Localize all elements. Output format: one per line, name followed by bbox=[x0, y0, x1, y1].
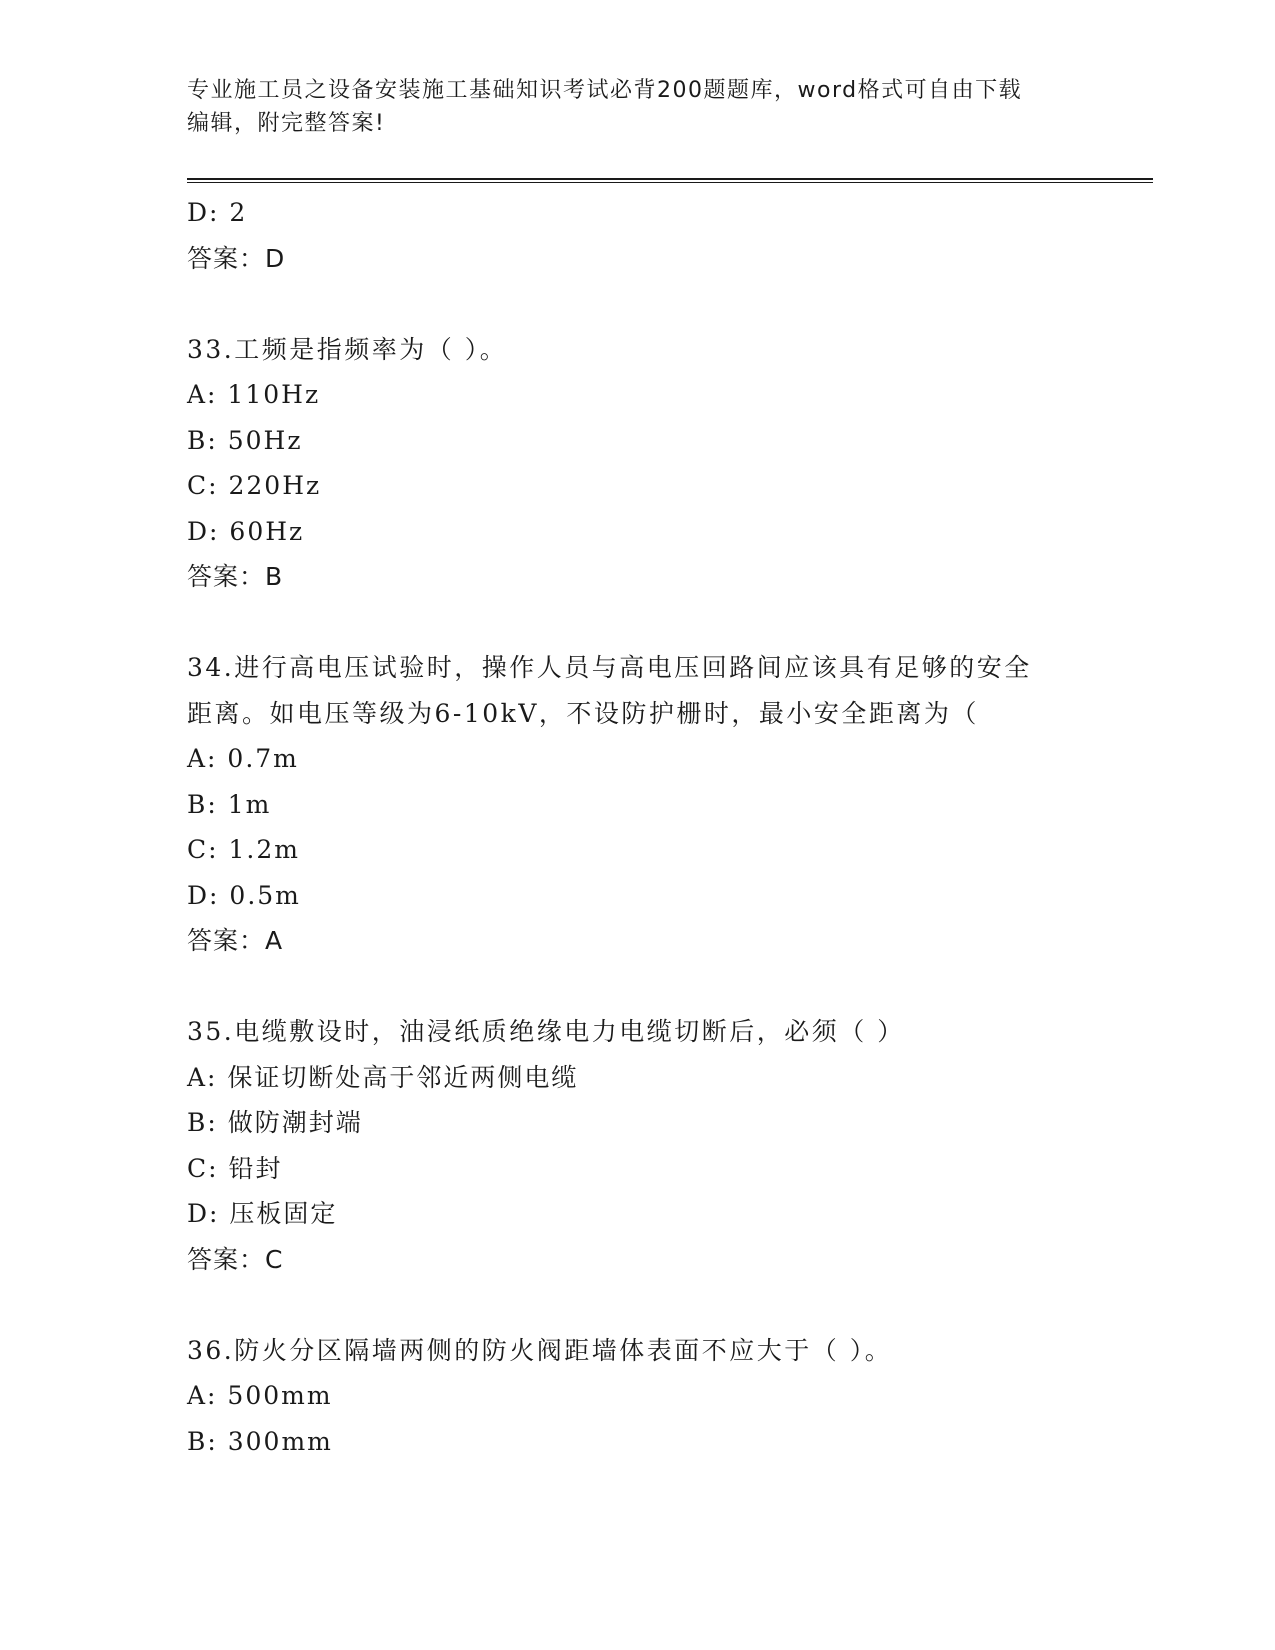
question-stem: 33.工频是指频率为（ ）。 bbox=[187, 334, 508, 364]
spacer bbox=[187, 964, 1087, 1010]
question-stem: 36.防火分区隔墙两侧的防火阀距墙体表面不应大于（ ）。 bbox=[187, 1335, 893, 1365]
option-a: A: 保证切断处高于邻近两侧电缆 bbox=[187, 1062, 579, 1092]
document-body bbox=[187, 190, 1087, 1464]
question-stem-line-2: 距离。如电压等级为6-10kV，不设防护栅时，最小安全距离为（ bbox=[187, 698, 979, 728]
spacer bbox=[187, 1282, 1087, 1328]
spacer bbox=[187, 600, 1087, 646]
option-b: B: 300mm bbox=[187, 1426, 333, 1456]
header-line-2: 编辑，附完整答案! bbox=[187, 111, 386, 136]
option-a: A: 0.7m bbox=[187, 744, 299, 773]
option-a: A: 500mm bbox=[187, 1381, 333, 1410]
question-stem-line-1: 34.进行高电压试验时，操作人员与高电压回路间应该具有足够的安全 bbox=[187, 653, 1032, 682]
option-c: C: 220Hz bbox=[187, 471, 322, 500]
option-d: D: 压板固定 bbox=[187, 1199, 338, 1228]
option-c: C: 1.2m bbox=[187, 835, 300, 864]
option-a: A: 110Hz bbox=[187, 380, 321, 409]
answer-line: 答案：A bbox=[187, 926, 284, 955]
option-b: B: 1m bbox=[187, 789, 272, 819]
answer-line: 答案：D bbox=[187, 243, 286, 273]
option-c: C: 铅封 bbox=[187, 1153, 283, 1183]
answer-line: 答案：B bbox=[187, 562, 284, 591]
option-d: D: 60Hz bbox=[187, 516, 305, 546]
option-b: B: 50Hz bbox=[187, 425, 303, 455]
question-stem: 35.电缆敷设时，油浸纸质绝缘电力电缆切断后，必须（ ） bbox=[187, 1017, 905, 1046]
option-d: D: 0.5m bbox=[187, 880, 301, 910]
spacer bbox=[187, 281, 1087, 327]
page-header bbox=[187, 74, 1067, 140]
answer-line: 答案：C bbox=[187, 1244, 284, 1274]
header-line-1: 专业施工员之设备安装施工基础知识考试必背200题题库，word格式可自由下载 bbox=[187, 78, 1023, 103]
option-b: B: 做防潮封端 bbox=[187, 1108, 363, 1137]
option-d: D: 2 bbox=[187, 198, 248, 227]
header-divider bbox=[187, 178, 1153, 183]
